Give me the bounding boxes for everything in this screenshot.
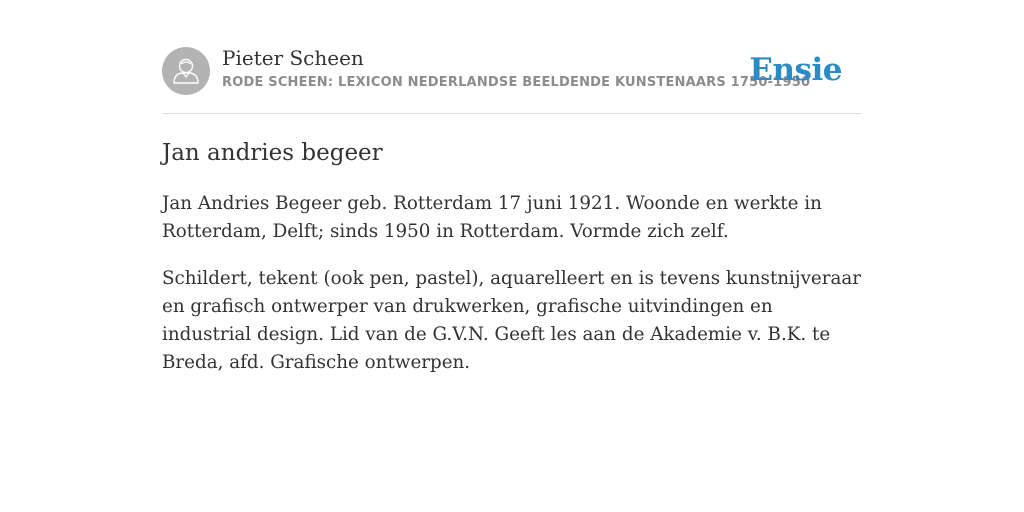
article-title: Jan andries begeer [162,140,383,166]
article-header [162,0,862,114]
author-name[interactable]: Pieter Scheen [222,46,364,70]
avatar[interactable] [162,47,210,95]
article-paragraph: Schildert, tekent (ook pen, pastel), aquarelleert en is tevens kunstnijveraar en grafisch ontwerper van drukwerken, grafische uitvindingen en industrial design. Lid van de G.V.N. Geeft les aan de Akademie v. B.K. te Breda, afd. Grafische ontwerpen. [162,268,861,373]
user-icon [162,47,210,95]
content-container [162,0,862,373]
ensie-logo[interactable]: Ensie [749,52,842,88]
source-title[interactable]: RODE SCHEEN: LEXICON NEDERLANDSE BEELDENDE KUNSTENAARS 1750-1950 [222,75,811,90]
article-body [162,190,866,396]
article-paragraph: Jan Andries Begeer geb. Rotterdam 17 juni 1921. Woonde en werkte in Rotterdam, Delft; sinds 1950 in Rotterdam. Vormde zich zelf. [162,193,822,242]
author-block [222,44,810,92]
